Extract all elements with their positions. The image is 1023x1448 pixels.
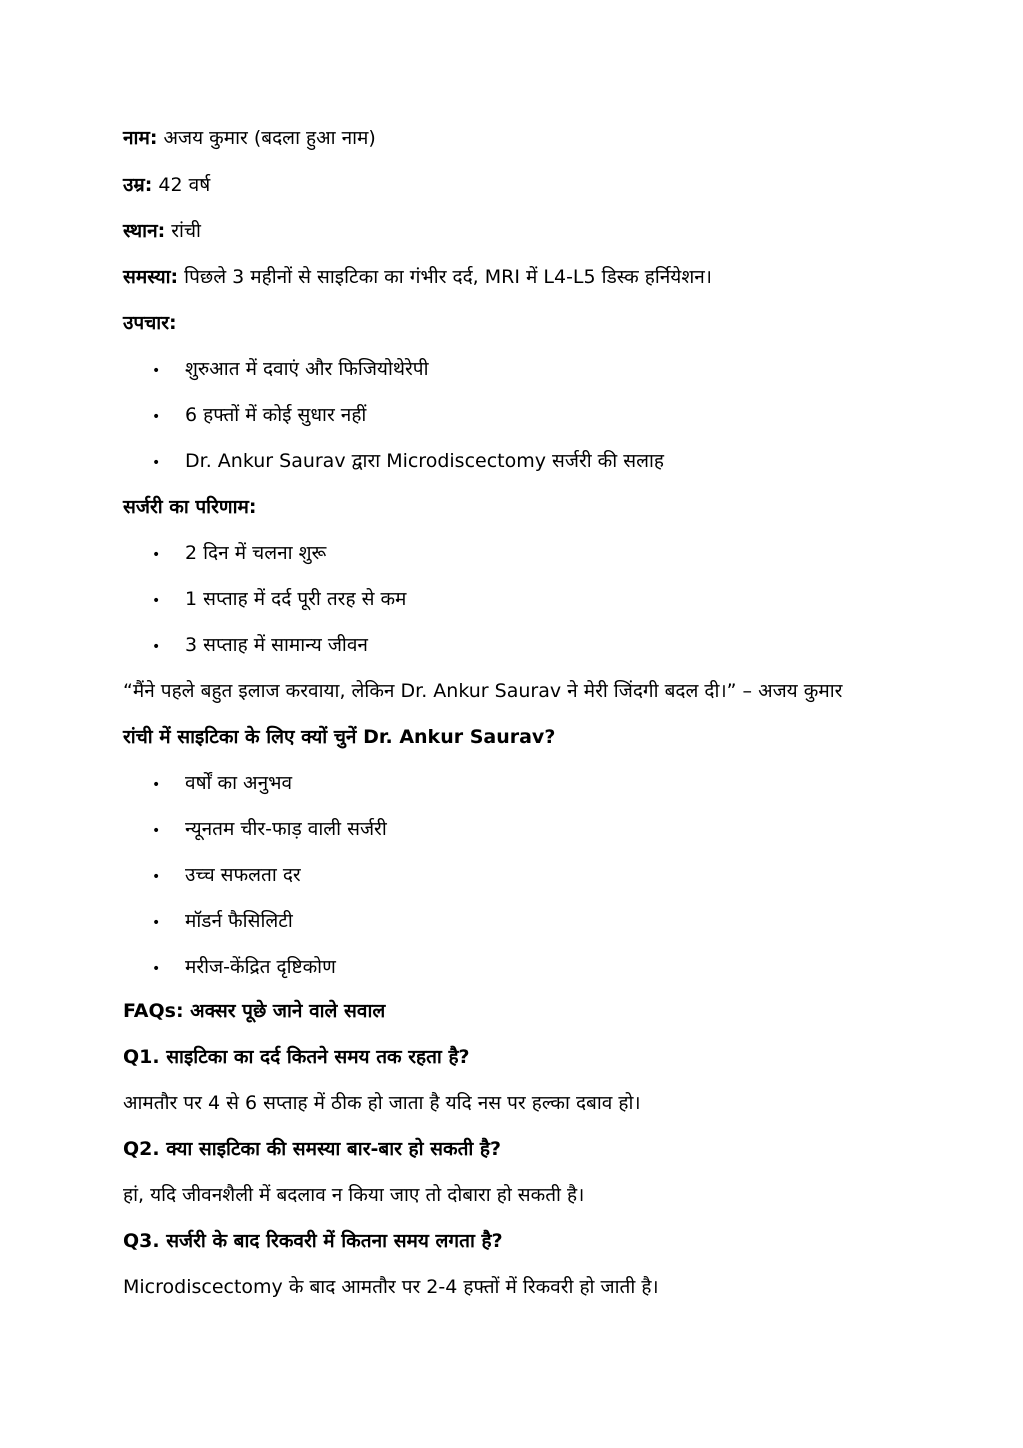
- outcome-item: 3 सप्ताह में सामान्य जीवन: [185, 634, 368, 656]
- bullet-icon: •: [152, 869, 161, 885]
- location-label: स्थान:: [123, 220, 166, 242]
- bullet-icon: •: [152, 593, 161, 609]
- list-item: [152, 356, 429, 384]
- list-item: [152, 770, 292, 798]
- name-value: अजय कुमार (बदला हुआ नाम): [157, 127, 376, 149]
- bullet-icon: •: [152, 915, 161, 931]
- treatment-item: Dr. Ankur Saurav द्वारा Microdiscectomy सर्जरी की सलाह: [185, 450, 664, 472]
- list-item: [152, 908, 293, 936]
- age-label: उम्र:: [123, 174, 153, 196]
- bullet-icon: •: [152, 409, 161, 425]
- list-item: [152, 816, 387, 844]
- bullet-icon: •: [152, 639, 161, 655]
- faq-question-2: Q2. क्या साइटिका की समस्या बार-बार हो सकती है?: [123, 1138, 502, 1160]
- treatment-item: शुरुआत में दवाएं और फिजियोथेरेपी: [185, 358, 429, 380]
- faq-question-1: Q1. साइटिका का दर्द कितने समय तक रहता है?: [123, 1046, 470, 1068]
- outcome-item: 2 दिन में चलना शुरू: [185, 542, 327, 564]
- list-item: [152, 402, 366, 430]
- problem-label: समस्या:: [123, 266, 179, 288]
- why-item: न्यूनतम चीर-फाड़ वाली सर्जरी: [185, 818, 387, 840]
- bullet-icon: •: [152, 455, 161, 471]
- location-line: [123, 218, 201, 244]
- list-item: [152, 586, 406, 614]
- why-item: उच्च सफलता दर: [185, 864, 301, 886]
- bullet-icon: •: [152, 961, 161, 977]
- list-item: [152, 862, 301, 890]
- bullet-icon: •: [152, 777, 161, 793]
- faq-answer-3: Microdiscectomy के बाद आमतौर पर 2-4 हफ्तों में रिकवरी हो जाती है।: [123, 1276, 659, 1298]
- list-item: [152, 540, 326, 568]
- outcome-heading: सर्जरी का परिणाम:: [123, 496, 257, 518]
- why-item: मरीज-केंद्रित दृष्टिकोण: [185, 956, 336, 978]
- treatment-item: 6 हफ्तों में कोई सुधार नहीं: [185, 404, 367, 426]
- age-value: 42 वर्ष: [152, 174, 211, 196]
- bullet-icon: •: [152, 547, 161, 563]
- faq-answer-2: हां, यदि जीवनशैली में बदलाव न किया जाए तो दोबारा हो सकती है।: [123, 1184, 585, 1206]
- location-value: रांची: [165, 220, 201, 242]
- why-item: वर्षों का अनुभव: [185, 772, 293, 794]
- why-heading: रांची में साइटिका के लिए क्यों चुनें Dr. Ankur Saurav?: [123, 726, 556, 748]
- faq-answer-1: आमतौर पर 4 से 6 सप्ताह में ठीक हो जाता है यदि नस पर हल्का दबाव हो।: [123, 1092, 641, 1114]
- faq-question-3: Q3. सर्जरी के बाद रिकवरी में कितना समय लगता है?: [123, 1230, 503, 1252]
- problem-line: [123, 264, 712, 290]
- problem-value: पिछले 3 महीनों से साइटिका का गंभीर दर्द, MRI में L4-L5 डिस्क हर्नियेशन।: [178, 266, 712, 288]
- list-item: [152, 954, 336, 982]
- name-label: नाम:: [123, 127, 158, 149]
- why-item: मॉडर्न फैसिलिटी: [185, 910, 293, 932]
- outcome-item: 1 सप्ताह में दर्द पूरी तरह से कम: [185, 588, 407, 610]
- testimonial-quote: “मैंने पहले बहुत इलाज करवाया, लेकिन Dr. Ankur Saurav ने मेरी जिंदगी बदल दी।” – अजय कुमार: [123, 680, 843, 702]
- age-line: [123, 172, 210, 198]
- bullet-icon: •: [152, 823, 161, 839]
- bullet-icon: •: [152, 363, 161, 379]
- list-item: [152, 632, 368, 660]
- treatment-heading: उपचार:: [123, 312, 177, 334]
- faq-heading: FAQs: अक्सर पूछे जाने वाले सवाल: [123, 1000, 386, 1022]
- list-item: [152, 448, 664, 476]
- name-line: [123, 125, 376, 151]
